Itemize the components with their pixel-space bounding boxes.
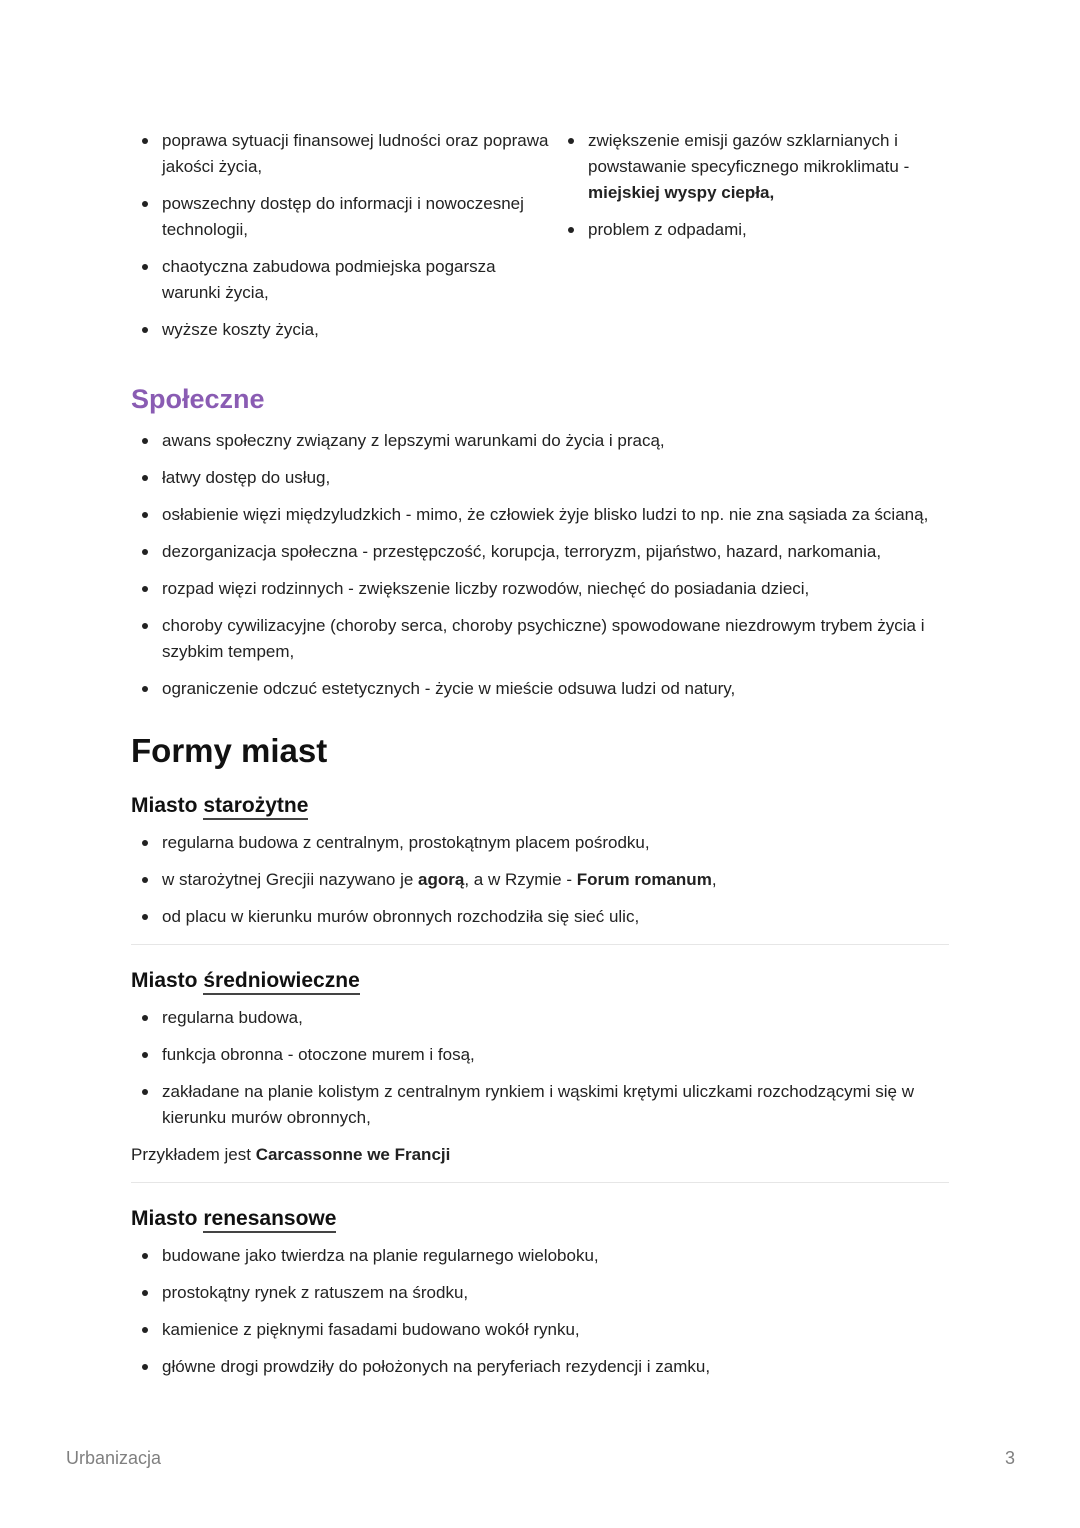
renesansowe-list xyxy=(131,1243,949,1380)
list-item: kamienice z pięknymi fasadami budowano wokół rynku, xyxy=(131,1317,949,1343)
sredniowieczne-list xyxy=(131,1005,949,1131)
list-item: awans społeczny związany z lepszymi warunkami do życia i pracą, xyxy=(131,428,949,454)
list-item: powszechny dostęp do informacji i nowoczesnej technologii, xyxy=(131,191,557,243)
list-item: budowane jako twierdza na planie regularnego wieloboku, xyxy=(131,1243,949,1269)
section-heading-spoleczne: Społeczne xyxy=(131,384,265,414)
list-item: zwiększenie emisji gazów szklarnianych i powstawanie specyficznego mikroklimatu - miejskiej wyspy ciepła, xyxy=(557,128,949,206)
list-item: w starożytnej Grecjii nazywano je agorą, a w Rzymie - Forum romanum, xyxy=(131,867,949,893)
list-item: regularna budowa z centralnym, prostokątnym placem pośrodku, xyxy=(131,830,949,856)
two-column-lists xyxy=(131,128,949,354)
list-item: główne drogi prowdziły do położonych na peryferiach rezydencji i zamku, xyxy=(131,1354,949,1380)
divider xyxy=(131,1182,949,1183)
list-item: ograniczenie odczuć estetycznych - życie w mieście odsuwa ludzi od natury, xyxy=(131,676,949,702)
list-item: problem z odpadami, xyxy=(557,217,949,243)
list-item: osłabienie więzi międzyludzkich - mimo, że człowiek żyje blisko ludzi to np. nie zna sąsiada za ścianą, xyxy=(131,502,949,528)
spoleczne-list xyxy=(131,428,949,702)
page-content xyxy=(131,128,949,1391)
subheading-sredniowieczne: Miasto średniowieczne xyxy=(131,967,949,995)
list-item: od placu w kierunku murów obronnych rozchodziła się sieć ulic, xyxy=(131,904,949,930)
list-item: wyższe koszty życia, xyxy=(131,317,557,343)
left-column xyxy=(131,128,557,354)
list-item: regularna budowa, xyxy=(131,1005,949,1031)
right-column xyxy=(557,128,949,354)
left-list xyxy=(131,128,557,343)
list-item: choroby cywilizacyjne (choroby serca, choroby psychiczne) spowodowane niezdrowym trybem życia i szybkim tempem, xyxy=(131,613,949,665)
subheading-starozytne: Miasto starożytne xyxy=(131,792,949,820)
subheading-renesansowe: Miasto renesansowe xyxy=(131,1205,949,1233)
footer-document-title: Urbanizacja xyxy=(66,1448,162,1468)
example-paragraph: Przykładem jest Carcassonne we Francji xyxy=(131,1145,451,1164)
list-item: chaotyczna zabudowa podmiejska pogarsza warunki życia, xyxy=(131,254,557,306)
list-item: prostokątny rynek z ratuszem na środku, xyxy=(131,1280,949,1306)
right-list xyxy=(557,128,949,243)
list-item: rozpad więzi rodzinnych - zwiększenie liczby rozwodów, niechęć do posiadania dzieci, xyxy=(131,576,949,602)
starozytne-list xyxy=(131,830,949,930)
list-item: łatwy dostęp do usług, xyxy=(131,465,949,491)
list-item: dezorganizacja społeczna - przestępczość, korupcja, terroryzm, pijaństwo, hazard, narkomania, xyxy=(131,539,949,565)
list-item: zakładane na planie kolistym z centralnym rynkiem i wąskimi krętymi uliczkami rozchodzącymi się w kierunku murów obronnych, xyxy=(131,1079,949,1131)
divider xyxy=(131,944,949,945)
footer-page-number: 3 xyxy=(1004,1448,1015,1468)
list-item: poprawa sytuacji finansowej ludności oraz poprawa jakości życia, xyxy=(131,128,557,180)
section-title-formy-miast: Formy miast xyxy=(131,732,328,769)
list-item: funkcja obronna - otoczone murem i fosą, xyxy=(131,1042,949,1068)
